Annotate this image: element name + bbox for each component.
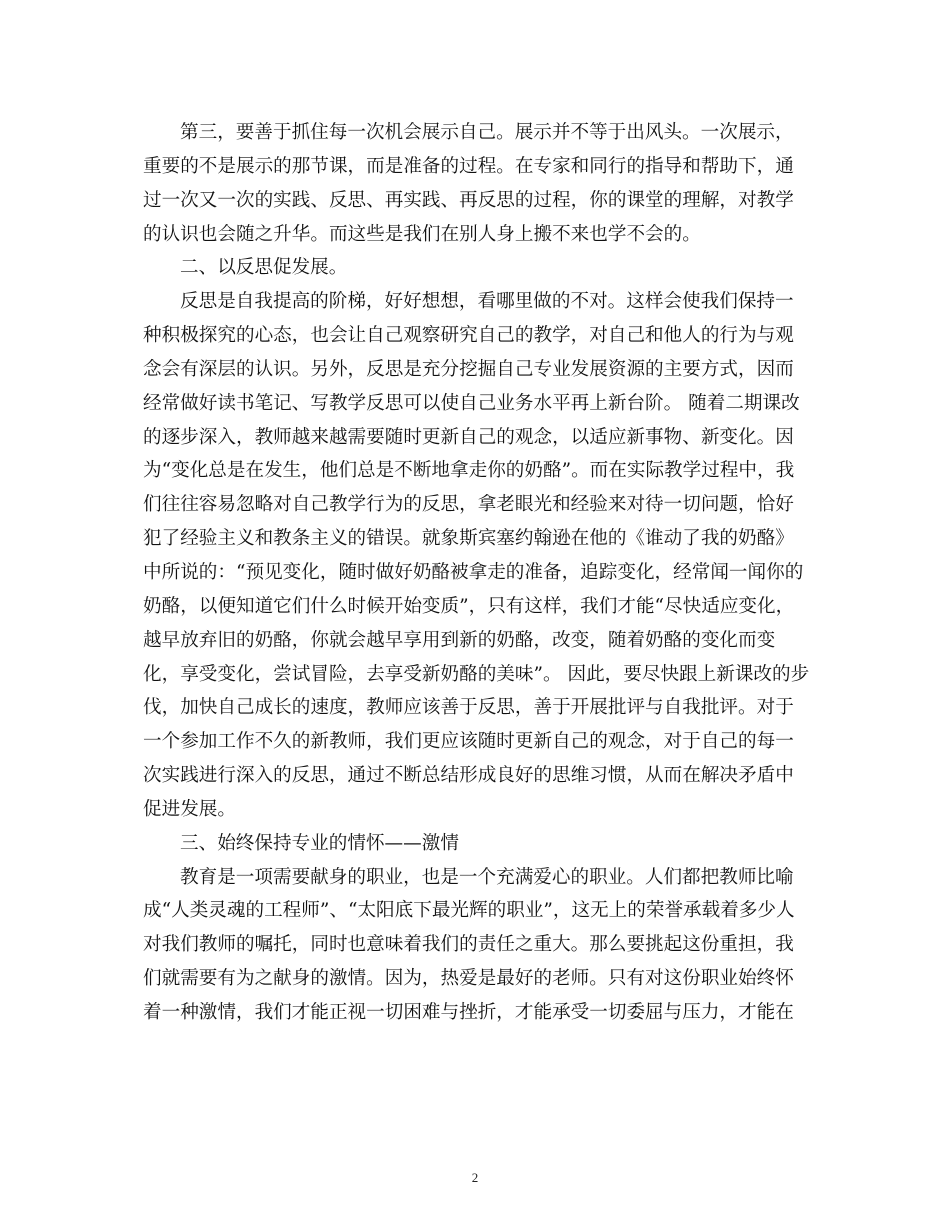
paragraph-line: 着一种激情，我们才能正视一切困难与挫折，才能承受一切委屈与压力，才能在 [143,1001,794,1023]
paragraph-line: 的认识也会随之升华。而这些是我们在别人身上搬不来也学不会的。 [143,223,701,245]
section-heading: 三、始终保持专业的情怀——激情 [180,832,459,854]
section-heading: 二、以反思促发展。 [180,257,348,279]
paragraph-line: 们就需要有为之献身的激情。因为，热爱是最好的老师。只有对这份职业始终怀 [143,968,794,990]
paragraph-line: 经常做好读书笔记、写教学反思可以使自己业务水平再上新台阶。 随着二期课改 [143,392,800,414]
paragraph-line: 反思是自我提高的阶梯，好好想想，看哪里做的不对。这样会使我们保持一 [180,291,794,313]
paragraph-line: 为“变化总是在发生，他们总是不断地拿走你的奶酪”。而在实际教学过程中，我 [143,460,795,482]
paragraph-line: 犯了经验主义和教条主义的错误。就象斯宾塞约翰逊在他的《谁动了我的奶酪》 [143,528,794,550]
paragraph-line: 促进发展。 [143,798,236,820]
paragraph-line: 过一次又一次的实践、反思、再实践、再反思的过程，你的课堂的理解，对教学 [143,189,794,211]
paragraph-line: 中所说的：“预见变化，随时做好奶酪被拿走的准备，追踪变化，经常闻一闻你的 [143,561,804,583]
paragraph-line: 的逐步深入，教师越来越需要随时更新自己的观念，以适应新事物、新变化。因 [143,426,794,448]
paragraph-line: 重要的不是展示的那节课，而是准备的过程。在专家和同行的指导和帮助下，通 [143,155,794,177]
paragraph-line: 种积极探究的心态，也会让自己观察研究自己的教学，对自己和他人的行为与观 [143,325,794,347]
page-number: 2 [471,1170,479,1185]
paragraph-line: 念会有深层的认识。另外，反思是充分挖掘自己专业发展资源的主要方式，因而 [143,358,794,380]
paragraph-line: 奶酪，以便知道它们什么时候开始变质”，只有这样，我们才能“尽快适应变化， [143,595,795,617]
paragraph-line: 成“人类灵魂的工程师”、“太阳底下最光辉的职业”，这无上的荣誉承载着多少人 [143,900,795,922]
paragraph-line: 一个参加工作不久的新教师，我们更应该随时更新自己的观念，对于自己的每一 [143,731,794,753]
paragraph-line: 教育是一项需要献身的职业，也是一个充满爱心的职业。人们都把教师比喻 [180,866,794,888]
paragraph-line: 第三，要善于抓住每一次机会展示自己。展示并不等于出风头。一次展示， [180,122,794,143]
paragraph-line: 伐，加快自己成长的速度，教师应该善于反思，善于开展批评与自我批评。对于 [143,697,794,719]
paragraph-line: 化，享受变化，尝试冒险，去享受新奶酪的美味”。 因此，要尽快跟上新课改的步 [143,663,810,685]
paragraph-line: 次实践进行深入的反思，通过不断总结形成良好的思维习惯，从而在解决矛盾中 [143,765,794,787]
paragraph-line: 对我们教师的嘱托，同时也意味着我们的责任之重大。那么要挑起这份重担，我 [143,934,794,956]
paragraph-line: 们往往容易忽略对自己教学行为的反思，拿老眼光和经验来对待一切问题，恰好 [143,494,794,516]
body-text [143,116,813,1030]
paragraph-line: 越早放弃旧的奶酪，你就会越早享用到新的奶酪，改变，随着奶酪的变化而变 [143,629,776,651]
